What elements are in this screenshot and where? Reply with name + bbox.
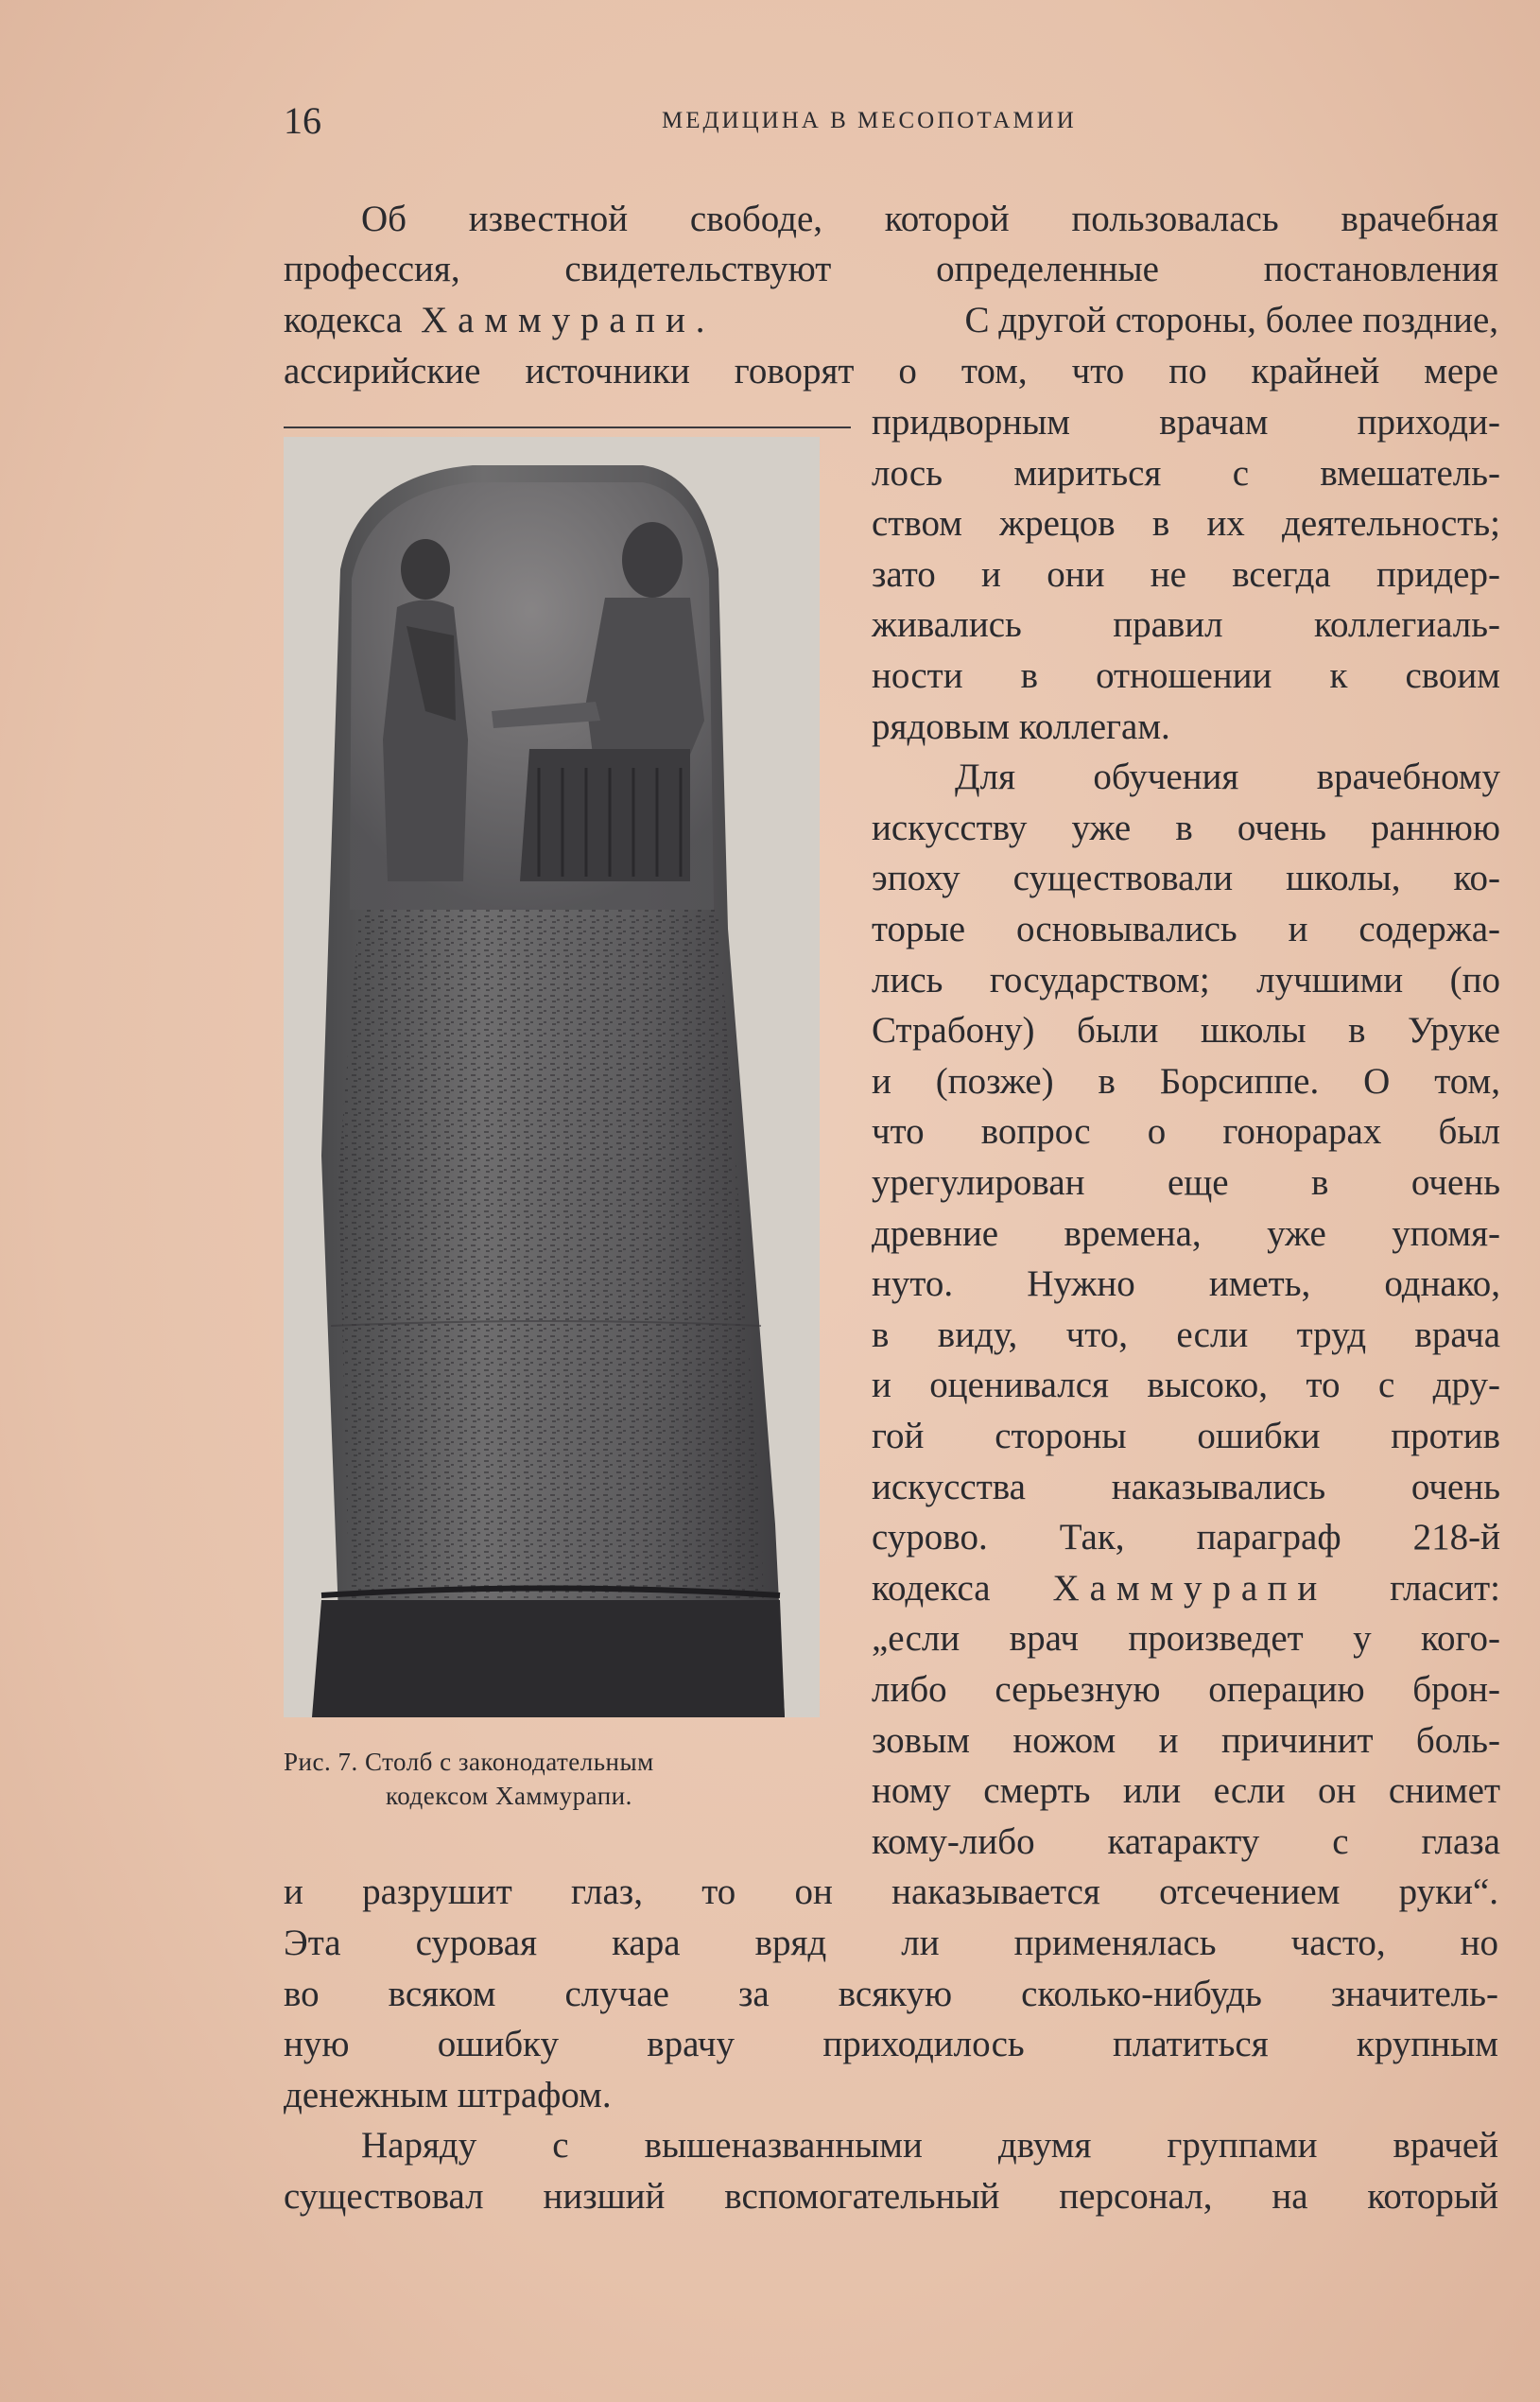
text-word: деятельность; [1281, 503, 1500, 544]
text-line: торые основывались и содержа- [872, 909, 1500, 949]
text-word: в [1151, 503, 1170, 544]
text-line [872, 397, 1500, 448]
text-line: Для обучения врачебному [955, 757, 1500, 797]
text-name-spaced: Хаммурапи [1052, 1568, 1328, 1609]
text-line: ную ошибку врачу приходилось платиться крупным [284, 2024, 1498, 2064]
text-line: кому-либо катаракту с глаза [872, 1821, 1500, 1862]
figure-caption-line2: кодексом Хаммурапи. [386, 1782, 632, 1810]
text-word: лось [872, 453, 943, 494]
text-line: лись государством; лучшими (по [872, 960, 1500, 1001]
text-word: зато [872, 554, 936, 595]
text-line: эпоху существовали школы, ко- [872, 858, 1500, 898]
text-word: с [1232, 453, 1249, 494]
text-line: Наряду с вышеназванными двумя группами врачей [361, 2125, 1498, 2166]
text-line: древние времена, уже упомя- [872, 1213, 1500, 1254]
text-line [872, 498, 1500, 549]
text-line: сурово. Так, параграф 218-й [872, 1517, 1500, 1558]
text-word: приходи- [1357, 402, 1500, 443]
text-word: С другой стороны, более поздние, [964, 300, 1498, 340]
text-word: ности [872, 655, 963, 696]
text-word: ством [872, 503, 962, 544]
text-word: жрецов [999, 503, 1116, 544]
text-line: либо серьезную операцию брон- [872, 1669, 1500, 1710]
text-line: во всяком случае за всякую сколько-нибудь значитель- [284, 1974, 1498, 2014]
text-line [284, 244, 1498, 295]
text-line: ному смерть или если он снимет [872, 1770, 1500, 1811]
text-word: отношении [1096, 655, 1272, 696]
text-word: своим [1405, 655, 1500, 696]
text-word: придер- [1376, 554, 1500, 595]
figure-caption-line1: Рис. 7. Столб с законодательным [284, 1748, 654, 1776]
text-word: не [1150, 554, 1186, 595]
text-word: гласит: [1390, 1568, 1500, 1609]
text-line: и оценивался высоко, то с дру- [872, 1365, 1500, 1405]
text-line: урегулирован еще в очень [872, 1162, 1500, 1203]
text-word: определенные [936, 249, 1159, 289]
text-word: известной [468, 199, 629, 239]
text-line [872, 600, 1500, 651]
text-word: придворным [872, 402, 1070, 443]
text-line [872, 1563, 1500, 1614]
text-line: Эта суровая кара вряд ли применялась часто, но [284, 1923, 1498, 1963]
text-line: „если врач произведет у кого- [872, 1618, 1500, 1659]
text-word: Об [361, 199, 407, 239]
text-line: в виду, что, если труд врача [872, 1314, 1500, 1355]
text-name-spaced: Хаммурапи. [421, 300, 716, 340]
text-line [872, 651, 1500, 702]
page-number: 16 [284, 99, 321, 142]
text-line: нуто. Нужно иметь, однако, [872, 1263, 1500, 1304]
text-line [872, 448, 1500, 499]
text-word: постановления [1263, 249, 1498, 289]
text-line: существовал низший вспомогательный персонал, на который [284, 2176, 1498, 2217]
text-word: свободе, [689, 199, 823, 239]
text-line [872, 549, 1500, 600]
text-line: и (позже) в Борсиппе. О том, [872, 1061, 1500, 1102]
text-word: кодекса [872, 1568, 991, 1609]
text-word: к [1329, 655, 1348, 696]
text-line: зовым ножом и причинит боль- [872, 1720, 1500, 1761]
text-word: которой [884, 199, 1010, 239]
text-word: врачам [1159, 402, 1269, 443]
text-word: профессия, [284, 249, 460, 289]
figure-rule [284, 426, 851, 428]
text-line: искусству уже в очень раннюю [872, 808, 1500, 848]
text-word: вмешатель- [1320, 453, 1500, 494]
text-word: врачебная [1341, 199, 1498, 239]
text-word: всегда [1232, 554, 1331, 595]
text-line: искусства наказывались очень [872, 1467, 1500, 1507]
text-word: их [1206, 503, 1245, 544]
text-word: в [1020, 655, 1039, 696]
text-line [361, 194, 1498, 245]
text-word: коллегиаль- [1314, 604, 1500, 645]
text-word: мириться [1013, 453, 1162, 494]
text-line: ассирийские источники говорят о том, что по крайней мере [284, 351, 1498, 392]
text-word: они [1047, 554, 1105, 595]
text-word: пользовалась [1071, 199, 1279, 239]
text-line: денежным штрафом. [284, 2075, 612, 2115]
text-line: гой стороны ошибки против [872, 1416, 1500, 1456]
text-line [284, 295, 1498, 346]
text-line: и разрушит глаз, то он наказывается отсечением руки“. [284, 1871, 1498, 1912]
text-word: кодекса [284, 300, 403, 340]
text-word: правил [1113, 604, 1223, 645]
text-line: что вопрос о гонорарах был [872, 1111, 1500, 1152]
text-word: свидетельствуют [564, 249, 832, 289]
text-word: живались [872, 604, 1022, 645]
text-line: Страбону) были школы в Уруке [872, 1010, 1500, 1051]
text-line: рядовым коллегам. [872, 706, 1170, 747]
stele-photograph [284, 437, 820, 1717]
running-head: МЕДИЦИНА В МЕСОПОТАМИИ [662, 108, 1077, 133]
text-word: и [981, 554, 1001, 595]
stele-image [284, 437, 820, 1717]
